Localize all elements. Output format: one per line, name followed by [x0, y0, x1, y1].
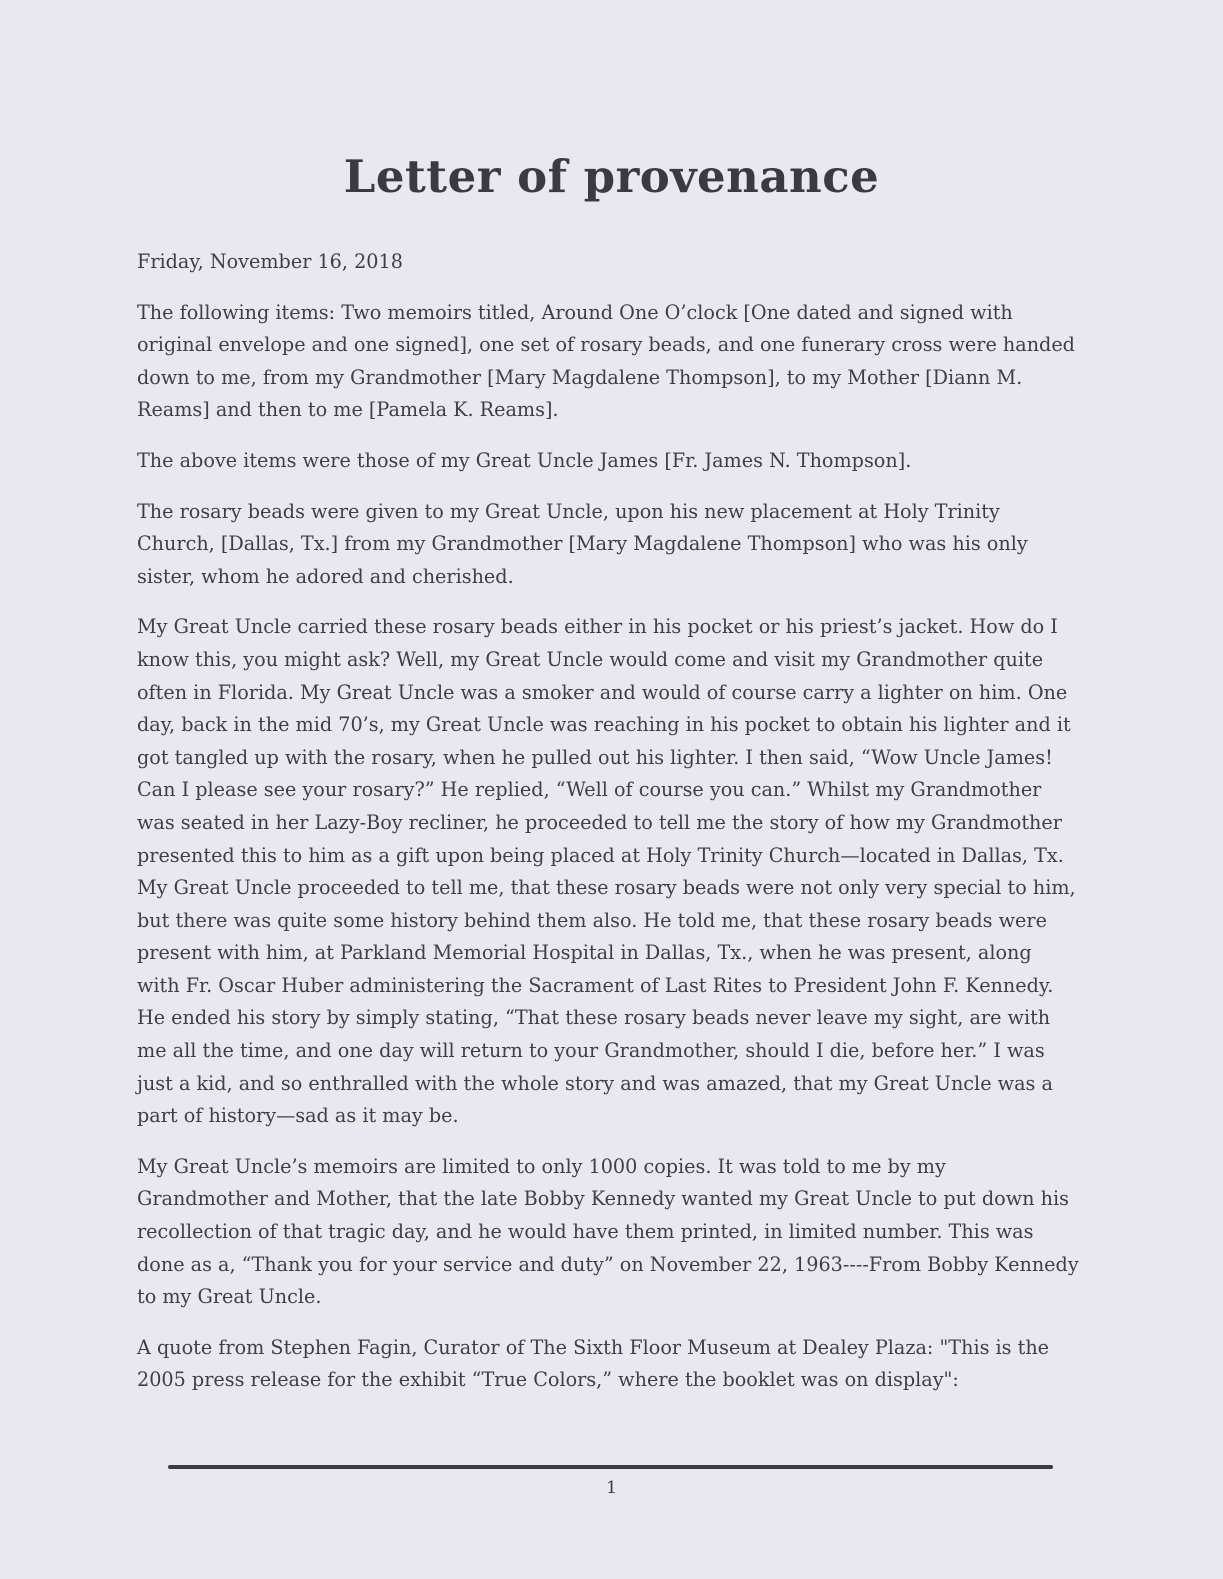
paragraph-memoirs: My Great Uncle’s memoirs are limited to only 1000 copies. It was told to me by my Grandmother and Mother, that the late Bobby Kennedy wanted my Great Uncle to put down his recollection of that tragic day, and he would have them printed, in limited number. This was done as a, “Thank you for your service and duty” on November 22, 1963----From Bobby Kennedy to my Great Uncle.: [137, 1154, 1079, 1309]
page-number: 1: [606, 1478, 617, 1498]
paragraph-owner: The above items were those of my Great Uncle James [Fr. James N. Thompson].: [137, 448, 912, 472]
paragraph-rosary-story: My Great Uncle carried these rosary beads either in his pocket or his priest’s jacket. How do I know this, you might ask? Well, my Great Uncle would come and visit my Grandmother quite often in Florida. My Great Uncle was a smoker and would of course carry a lighter on him. One day, back in the mid 70’s, my Great Uncle was reaching in his pocket to obtain his lighter and it got tangled up with the rosary, when he pulled out his lighter. I then said, “Wow Uncle James! Can I please see your rosary?” He replied, “Well of course you can.” Whilst my Grandmother was seated in her Lazy-Boy recliner, he proceeded to tell me the story of how my Grandmother presented this to him as a gift upon being placed at Holy Trinity Church—located in Dallas, Tx. My Great Uncle proceeded to tell me, that these rosary beads were not only very special to him, but there was quite some history behind them also. He told me, that these rosary beads were present with him, at Parkland Memorial Hospital in Dallas, Tx., when he was present, along with Fr. Oscar Huber administering the Sacrament of Last Rites to President John F. Kennedy. He ended his story by simply stating, “That these rosary beads never leave my sight, are with me all the time, and one day will return to your Grandmother, should I die, before her.” I was just a kid, and so enthralled with the whole story and was amazed, that my Great Uncle was a part of history—sad as it may be.: [137, 615, 1076, 1128]
paragraph-rosary-origin: The rosary beads were given to my Great Uncle, upon his new placement at Holy Trinity Church, [Dallas, Tx.] from my Grandmother [Mary Magdalene Thompson] who was his only sister, whom he adored and cherished.: [137, 499, 1028, 588]
letter-title: Letter of provenance: [343, 150, 880, 203]
footer-divider: [168, 1465, 1053, 1469]
paragraph-items-list: The following items: Two memoirs titled, Around One O’clock [One dated and signed with original envelope and one signed], one set of rosary beads, and one funerary cross were handed down to me, from my Grandmother [Mary Magdalene Thompson], to my Mother [Diann M. Reams] and then to me [Pamela K. Reams].: [137, 300, 1075, 422]
letter-date: Friday, November 16, 2018: [137, 250, 403, 273]
paragraph-quote-intro: A quote from Stephen Fagin, Curator of The Sixth Floor Museum at Dealey Plaza: "This is the 2005 press release for the exhibit “True Colors,” where the booklet was on display":: [137, 1335, 1050, 1392]
letter-body: [137, 246, 1080, 1415]
